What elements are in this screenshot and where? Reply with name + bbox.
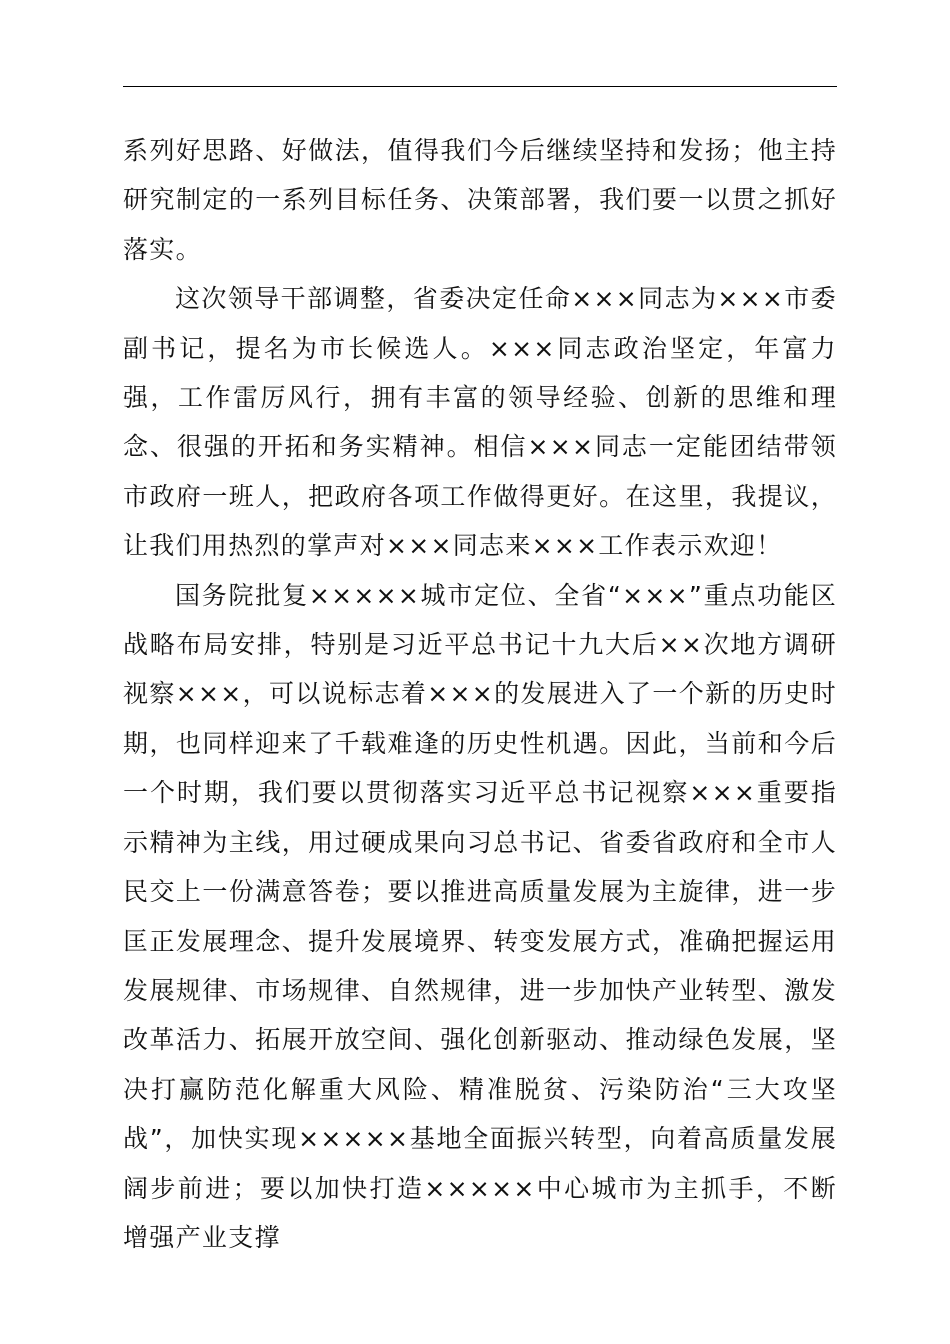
paragraph-2: 这次领导干部调整，省委决定任命×××同志为×××市委副书记，提名为市长候选人。×××同志政治坚定，年富力强，工作雷厉风行，拥有丰富的领导经验、创新的思维和理念、很强的开拓和务实精神。相信×××同志一定能团结带领市政府一班人，把政府各项工作做得更好。在这里，我提议，让我们用热烈的掌声对×××同志来×××工作表示欢迎！ <box>123 284 837 561</box>
header-rule <box>123 86 837 87</box>
paragraph-3: 国务院批复×××××城市定位、全省“×××”重点功能区战略布局安排，特别是习近平总书记十九大后××次地方调研视察×××，可以说标志着×××的发展进入了一个新的历史时期，也同样迎来了千载难逢的历史性机遇。因此，当前和今后一个时期，我们要以贯彻落实习近平总书记视察×××重要指示精神为主线，用过硬成果向习总书记、省委省政府和全市人民交上一份满意答卷；要以推进高质量发展为主旋律，进一步匡正发展理念、提升发展境界、转变发展方式，准确把握运用发展规律、市场规律、自然规律，进一步加快产业转型、激发改革活力、拓展开放空间、强化创新驱动、推动绿色发展，坚决打赢防范化解重大风险、精准脱贫、污染防治“三大攻坚战”，加快实现×××××基地全面振兴转型，向着高质量发展阔步前进；要以加快打造×××××中心城市为主抓手，不断增强产业支撑 <box>123 580 837 1252</box>
paragraph-1: 系列好思路、好做法，值得我们今后继续坚持和发扬；他主持研究制定的一系列目标任务、决策部署，我们要一以贯之抓好落实。 <box>123 136 837 264</box>
document-body <box>123 126 837 1262</box>
